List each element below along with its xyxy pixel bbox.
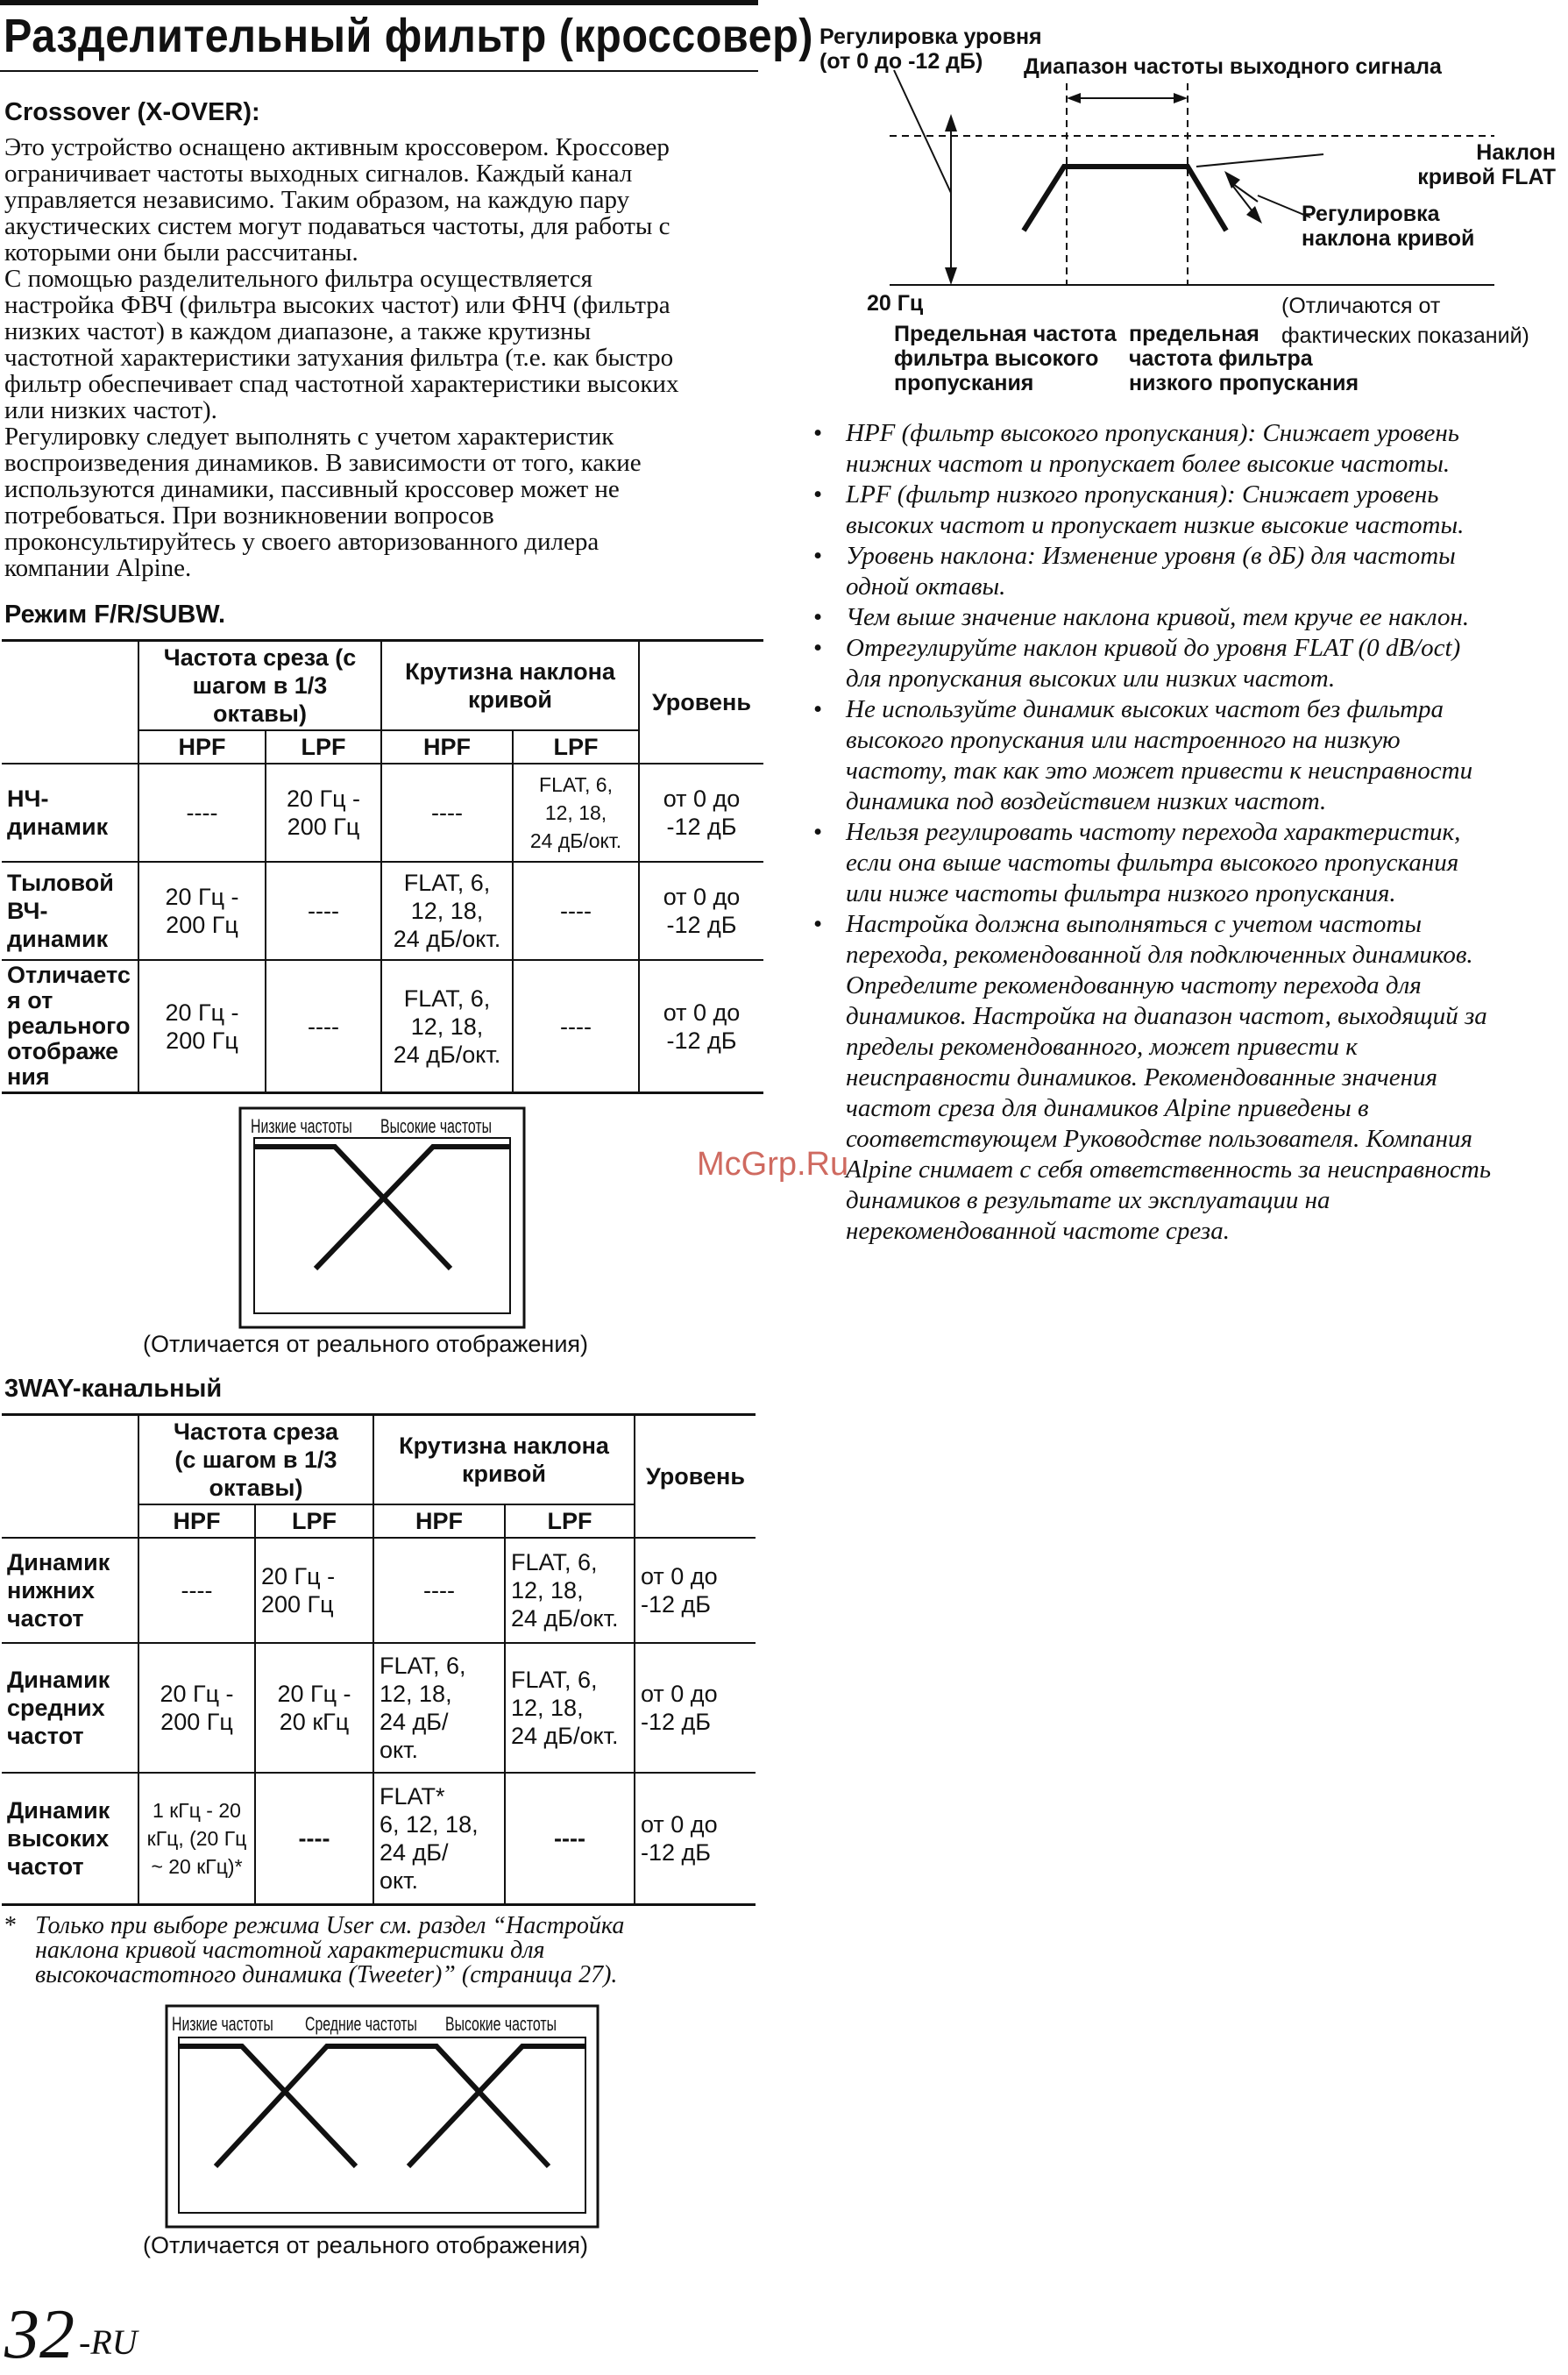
- slope-adjust-label: [1302, 202, 1474, 251]
- text-line: Только при выборе режима User см. раздел “Настройка: [35, 1912, 625, 1939]
- level-arrow-down: [945, 267, 957, 285]
- text-line: Регулировка уровня: [819, 25, 1042, 49]
- list-item: [806, 418, 1560, 480]
- page-suffix: -RU: [79, 2322, 138, 2362]
- table2-lpf-header: LPF: [255, 1504, 373, 1538]
- table-cell-hpf: [138, 960, 266, 1093]
- text-line: фактических показаний): [1281, 324, 1529, 348]
- table-cell-lpf: [266, 862, 381, 960]
- table-cell-slope-lpf: [505, 1773, 635, 1904]
- text-line: или низких частот).: [4, 396, 217, 424]
- text-line: FLAT*: [380, 1782, 445, 1810]
- title-top-rule: [0, 0, 758, 5]
- text-line: окт.: [380, 1867, 419, 1894]
- text-line: Динамик: [7, 1667, 110, 1693]
- text-line: (Отличаются от: [1281, 294, 1441, 318]
- table-cell-slope-hpf: [373, 1538, 505, 1643]
- text-line: Наклон: [1476, 140, 1556, 165]
- text-line: 12, 18,: [380, 1681, 452, 1707]
- text-line: управляется независимо. Таким образом, на каждую пару: [4, 186, 630, 214]
- table1-slope-header: [381, 641, 639, 731]
- table-cell-lpf: [266, 960, 381, 1093]
- text-line: октавы): [209, 1475, 303, 1501]
- text-line: кривой: [468, 686, 552, 713]
- list-item: [806, 602, 1560, 633]
- range-arrow-right: [1174, 93, 1188, 103]
- level-arrow-up: [945, 114, 957, 132]
- text-line: я от: [7, 987, 53, 1013]
- text-line: кривой: [462, 1461, 546, 1487]
- text-line: 200 Гц: [160, 1709, 233, 1735]
- table1-slope-lpf-header: LPF: [513, 730, 639, 764]
- table-cell-level: [639, 764, 763, 862]
- footnote: [4, 1914, 758, 1987]
- text-line: ~ 20 кГц)*: [151, 1854, 243, 1878]
- text-line: которыми они были рассчитаны.: [4, 238, 358, 267]
- text-line: ----: [423, 1577, 455, 1603]
- table-cell-level: [635, 1773, 756, 1904]
- text-line: С помощью разделительного фильтра осуществляется: [4, 265, 592, 293]
- list-item: [806, 480, 1560, 541]
- list-item: [806, 909, 1560, 1247]
- text-line: ----: [560, 898, 592, 924]
- table1-cutoff-header: [138, 641, 381, 731]
- text-line: если она выше частоты фильтра высокого пропускания: [846, 849, 1459, 877]
- text-line: Определите рекомендованную частоту перехода для: [846, 971, 1422, 999]
- table-cell-slope-hpf: [381, 862, 513, 960]
- text-line: ВЧ-: [7, 898, 48, 924]
- table-cell-slope-lpf: [513, 764, 639, 862]
- text-line: нижних частот и пропускает более высокие частоты.: [846, 450, 1451, 478]
- text-line: Частота среза (с: [163, 644, 357, 671]
- text-line: от 0 до: [641, 1810, 718, 1838]
- table1-corner-cell: [2, 641, 138, 764]
- table-row-header: [2, 960, 138, 1093]
- text-line: FLAT, 6,: [403, 985, 491, 1012]
- diagram-label-low: Низкие частоты: [251, 1115, 352, 1137]
- text-line: -12 дБ: [641, 1591, 711, 1618]
- bullet-icon: •: [813, 480, 823, 508]
- text-line: фильтр обеспечивает спад частотной характеристики высоких: [4, 370, 679, 398]
- text-line: Тыловой: [7, 870, 114, 896]
- text-line: ----: [308, 898, 339, 924]
- text-line: Регулировку следует выполнять с учетом характеристик: [4, 423, 614, 451]
- text-line: FLAT, 6,: [511, 1549, 598, 1575]
- bullet-icon: •: [813, 419, 823, 447]
- text-line: -12 дБ: [666, 1027, 737, 1054]
- text-line: Крутизна наклона: [399, 1433, 609, 1459]
- text-line: реального: [7, 1013, 131, 1039]
- text-line: для пропускания высоких или низких частот.: [846, 665, 1336, 693]
- text-line: частот среза для динамиков Alpine приведены в: [846, 1094, 1369, 1122]
- text-line: 20 Гц -: [277, 1681, 351, 1707]
- text-line: пределы рекомендованного, может привести к: [846, 1033, 1358, 1061]
- page-number: 32: [4, 2296, 74, 2373]
- table2-slope-hpf-header: HPF: [373, 1504, 505, 1538]
- mid-frequency-curve: [216, 2046, 549, 2166]
- flat-leader-line: [1196, 154, 1323, 167]
- text-line: частот: [7, 1852, 84, 1880]
- watermark: McGrp.Ru: [697, 1146, 849, 1183]
- response-curve: [1024, 167, 1226, 231]
- text-line: потребоваться. При возникновении вопросов: [4, 501, 494, 530]
- text-line: частот: [7, 1723, 84, 1749]
- table1-heading: Режим F/R/SUBW.: [4, 601, 226, 629]
- text-line: ----: [560, 1013, 592, 1040]
- range-arrow-left: [1067, 93, 1081, 103]
- crossover-diagram-3way-svg: [165, 2004, 600, 2229]
- table1-lpf-header: LPF: [266, 730, 381, 764]
- text-line: 24 дБ/окт.: [393, 1041, 501, 1068]
- text-line: Alpine снимает с себя ответственность за неисправность: [846, 1156, 1492, 1184]
- table-cell-level: [639, 862, 763, 960]
- table2-hpf-header: HPF: [138, 1504, 255, 1538]
- text-line: Не используйте динамик высоких частот без фильтра: [846, 695, 1444, 723]
- text-line: (с шагом в 1/3: [174, 1447, 337, 1473]
- text-line: октавы): [213, 700, 307, 727]
- table-cell-slope-lpf: [505, 1538, 635, 1643]
- text-line: окт.: [380, 1737, 419, 1763]
- text-line: одной октавы.: [846, 572, 1006, 601]
- text-line: динамика под воздействием низких частот.: [846, 787, 1327, 815]
- diagram-label-mid: Средние частоты: [305, 2013, 417, 2035]
- text-line: акустических систем могут подаваться частоты, для работы с: [4, 212, 670, 240]
- text-line: средних: [7, 1695, 105, 1721]
- diagram-outer-frame: [167, 2006, 598, 2227]
- text-line: Динамик: [7, 1549, 110, 1575]
- text-line: высоких частот и пропускает низкие высокие частоты.: [846, 511, 1465, 539]
- text-line: 24 дБ/окт.: [529, 829, 622, 852]
- intro-text: [4, 134, 758, 581]
- table2-heading: 3WAY-канальный: [4, 1375, 223, 1403]
- table-cell-slope-hpf: [381, 960, 513, 1093]
- output-range-label: Диапазон частоты выходного сигнала: [1024, 54, 1442, 79]
- table-cell-level: [635, 1538, 756, 1643]
- table-cell-hpf: [138, 1773, 255, 1904]
- bullet-icon: •: [813, 542, 823, 570]
- text-line: шагом в 1/3: [192, 672, 328, 699]
- table-cell-slope-lpf: [505, 1643, 635, 1773]
- paragraph-2: [4, 266, 758, 423]
- table-cell-lpf: [255, 1538, 373, 1643]
- table-cell-hpf: [138, 1643, 255, 1773]
- text-line: динамиков в результате их эксплуатации на: [846, 1186, 1330, 1214]
- text-line: ----: [431, 800, 463, 826]
- hpf-limit-label: [894, 322, 1117, 395]
- table-cell-slope-hpf: [381, 764, 513, 862]
- low-frequency-curve: [179, 2046, 356, 2166]
- text-line: нижних: [7, 1577, 95, 1603]
- text-line: ----: [308, 1013, 339, 1040]
- paragraph-1: [4, 134, 758, 266]
- table2-slope-lpf-header: LPF: [505, 1504, 635, 1538]
- text-line: наклона кривой: [1302, 226, 1475, 251]
- table-cell-slope-hpf: [373, 1773, 505, 1904]
- table2-corner-cell: [2, 1415, 138, 1539]
- text-line: НЧ-: [7, 786, 49, 812]
- text-line: динамик: [7, 926, 109, 952]
- text-line: ния: [7, 1063, 50, 1090]
- text-line: 20 Гц -: [160, 1681, 234, 1707]
- table-cell-hpf: [138, 764, 266, 862]
- crossover-diagram-3way: [165, 2004, 600, 2229]
- text-line: LPF (фильтр низкого пропускания): Снижает уровень: [846, 480, 1439, 508]
- text-line: от 0 до: [663, 884, 741, 910]
- table1-level-header: Уровень: [639, 641, 763, 764]
- text-line: FLAT, 6,: [403, 870, 491, 896]
- text-line: Частота среза: [173, 1419, 339, 1445]
- table-row-header: [2, 862, 138, 960]
- high-frequency-curve: [316, 1147, 510, 1269]
- text-line: Регулировка: [1302, 202, 1440, 226]
- text-line: 20 Гц -: [165, 999, 239, 1026]
- text-line: пропускания: [894, 371, 1034, 395]
- diagram-inner-frame: [179, 2037, 585, 2213]
- text-line: Настройка должна выполняться с учетом частоты: [846, 910, 1422, 938]
- diagram-label-high: Высокие частоты: [445, 2013, 557, 2035]
- title-underline: [0, 70, 758, 72]
- diagram-outer-frame: [240, 1108, 524, 1327]
- text-line: высокочастотного динамика (Tweeter)” (страница 27).: [35, 1961, 618, 1988]
- text-line: 1 кГц - 20: [153, 1798, 241, 1822]
- diagram1-caption: (Отличается от реального отображения): [143, 1331, 589, 1357]
- table-row-header: [2, 1773, 138, 1904]
- text-line: -12 дБ: [641, 1838, 711, 1866]
- text-line: высокого пропускания или настроенного на низкую: [846, 726, 1401, 754]
- flat-slope-label: [1408, 140, 1556, 189]
- text-line: наклона кривой частотной характеристики для: [35, 1937, 545, 1964]
- list-item: [806, 817, 1560, 909]
- table-row-header: [2, 1643, 138, 1773]
- section-heading: Crossover (X-OVER):: [4, 98, 260, 126]
- table-cell-hpf: [138, 1538, 255, 1643]
- text-line: фильтра высокого: [894, 346, 1099, 371]
- level-leader-line: [894, 70, 951, 193]
- table1-hpf-header: HPF: [138, 730, 266, 764]
- text-line: 200 Гц: [166, 1027, 238, 1054]
- slope-arrow-line: [1231, 184, 1255, 215]
- text-line: Крутизна наклона: [405, 658, 615, 685]
- table-cell-lpf: [255, 1773, 373, 1904]
- text-line: нерекомендованной частоте среза.: [846, 1217, 1230, 1245]
- text-line: от 0 до: [663, 786, 741, 812]
- table-cell-hpf: [138, 862, 266, 960]
- text-line: неисправности динамиков. Рекомендованные значения: [846, 1063, 1437, 1092]
- text-line: компании Alpine.: [4, 554, 192, 582]
- crossover-diagram-2way: [238, 1106, 526, 1329]
- text-line: 200 Гц: [261, 1591, 334, 1618]
- table-cell-lpf: [255, 1643, 373, 1773]
- text-line: низкого пропускания: [1129, 371, 1359, 395]
- text-line: 12, 18,: [511, 1695, 584, 1721]
- text-line: Отрегулируйте наклон кривой до уровня FLAT (0 dB/oct): [846, 634, 1461, 662]
- text-line: или ниже частоты фильтра низкого пропускания.: [846, 879, 1396, 907]
- list-item: [806, 633, 1560, 694]
- high-frequency-curve: [408, 2046, 585, 2166]
- text-line: (от 0 до -12 дБ): [819, 49, 983, 74]
- table1: [2, 639, 763, 1094]
- text-line: соответствующем Руководстве пользователя. Компания: [846, 1125, 1473, 1153]
- diagram-inner-frame: [254, 1138, 510, 1313]
- text-line: используются динамики, пассивный кроссовер может не: [4, 475, 620, 503]
- text-line: FLAT, 6,: [539, 773, 613, 796]
- low-frequency-curve: [254, 1147, 451, 1269]
- text-line: частот: [7, 1605, 84, 1632]
- text-line: Уровень наклона: Изменение уровня (в дБ) для частоты: [846, 542, 1456, 570]
- text-line: 12, 18,: [410, 898, 484, 924]
- text-line: частоту, так как это может привести к неисправности: [846, 757, 1473, 785]
- text-line: ----: [298, 1824, 330, 1852]
- text-line: HPF (фильтр высокого пропускания): Снижает уровень: [846, 419, 1459, 447]
- text-line: предельная: [1129, 322, 1259, 346]
- text-line: -12 дБ: [666, 912, 737, 938]
- text-line: FLAT, 6,: [511, 1667, 598, 1693]
- table-row-header: [2, 1538, 138, 1643]
- hz20-label: 20 Гц: [867, 291, 924, 316]
- diagram-label-high: Высокие частоты: [380, 1115, 493, 1137]
- crossover-diagram-svg: [238, 1106, 526, 1329]
- text-line: Предельная частота: [894, 322, 1117, 346]
- text-line: от 0 до: [663, 999, 741, 1026]
- list-item: [806, 694, 1560, 817]
- table-cell-slope-lpf: [513, 960, 639, 1093]
- text-line: 20 кГц: [279, 1709, 350, 1735]
- text-line: -12 дБ: [666, 814, 737, 840]
- table2-cutoff-header: [138, 1415, 373, 1505]
- text-line: Чем выше значение наклона кривой, тем круче ее наклон.: [846, 603, 1470, 631]
- text-line: 12, 18,: [511, 1577, 584, 1603]
- text-line: 12, 18,: [410, 1013, 484, 1040]
- text-line: ----: [554, 1824, 585, 1852]
- lpf-limit-label: [1129, 322, 1359, 395]
- filter-response-diagram: [819, 18, 1564, 403]
- text-line: Динамик: [7, 1796, 110, 1824]
- text-line: Нельзя регулировать частоту перехода характеристик,: [846, 818, 1461, 846]
- diagram2-caption: (Отличается от реального отображения): [143, 2232, 589, 2258]
- level-adjust-label: [819, 25, 1042, 74]
- text-line: 20 Гц -: [286, 786, 361, 812]
- table-cell-lpf: [266, 764, 381, 862]
- text-line: 24 дБ/: [380, 1838, 449, 1866]
- text-line: 24 дБ/окт.: [511, 1723, 619, 1749]
- text-line: 6, 12, 18,: [380, 1810, 479, 1838]
- text-line: воспроизведения динамиков. В зависимости от того, какие: [4, 449, 642, 477]
- paragraph-3: [4, 423, 758, 581]
- table-cell-slope-lpf: [513, 862, 639, 960]
- text-line: проконсультируйтесь у своего авторизованного дилера: [4, 528, 600, 556]
- text-line: настройка ФВЧ (фильтра высоких частот) или ФНЧ (фильтра: [4, 291, 670, 319]
- slope-leader-line: [1233, 184, 1258, 202]
- table2-slope-header: [373, 1415, 635, 1505]
- text-line: от 0 до: [641, 1681, 718, 1707]
- text-line: частота фильтра: [1129, 346, 1313, 371]
- table-cell-level: [639, 960, 763, 1093]
- text-line: динамик: [7, 814, 109, 840]
- text-line: 200 Гц: [287, 814, 360, 840]
- text-line: кГц, (20 Гц: [146, 1826, 247, 1850]
- text-line: 24 дБ/окт.: [393, 926, 501, 952]
- bullet-icon: •: [813, 603, 823, 631]
- text-line: 20 Гц -: [261, 1563, 336, 1589]
- text-line: 24 дБ/окт.: [511, 1605, 619, 1632]
- bullet-icon: •: [813, 634, 823, 662]
- text-line: кривой FLAT: [1417, 165, 1556, 189]
- text-line: ----: [181, 1577, 213, 1603]
- text-line: частотной характеристики затухания фильтра (т.е. как быстро: [4, 344, 674, 372]
- text-line: 20 Гц -: [165, 884, 239, 910]
- footnote-mark: *: [4, 1912, 17, 1939]
- diagram-label-low: Низкие частоты: [172, 2013, 273, 2035]
- bullet-icon: •: [813, 695, 823, 723]
- text-line: перехода, рекомендованной для подключенных динамиков.: [846, 941, 1473, 969]
- text-line: динамиков. Настройка на диапазон частот, выходящий за: [846, 1002, 1487, 1030]
- text-line: ----: [186, 800, 218, 826]
- page-title: Разделительный фильтр (кроссовер): [4, 10, 813, 62]
- text-line: низких частот) в каждом диапазоне, а также крутизны: [4, 317, 592, 345]
- table2-level-header: Уровень: [635, 1415, 756, 1539]
- table-cell-level: [635, 1643, 756, 1773]
- text-line: 24 дБ/: [380, 1709, 449, 1735]
- notes-list: [806, 418, 1560, 1247]
- table-cell-slope-hpf: [373, 1643, 505, 1773]
- text-line: Это устройство оснащено активным кроссовером. Кроссовер: [4, 133, 670, 161]
- text-line: 12, 18,: [544, 801, 607, 824]
- bullet-icon: •: [813, 910, 823, 938]
- table-row-header: [2, 764, 138, 862]
- text-line: отображе: [7, 1038, 119, 1064]
- text-line: 200 Гц: [166, 912, 238, 938]
- text-line: FLAT, 6,: [380, 1653, 466, 1679]
- text-line: высоких: [7, 1824, 110, 1852]
- text-line: Отличаетс: [7, 962, 131, 988]
- text-line: ограничивает частоты выходных сигналов. Каждый канал: [4, 160, 633, 188]
- text-line: от 0 до: [641, 1563, 718, 1589]
- table2: [2, 1413, 756, 1906]
- table1-slope-hpf-header: HPF: [381, 730, 513, 764]
- text-line: -12 дБ: [641, 1709, 711, 1735]
- list-item: [806, 541, 1560, 602]
- bullet-icon: •: [813, 818, 823, 846]
